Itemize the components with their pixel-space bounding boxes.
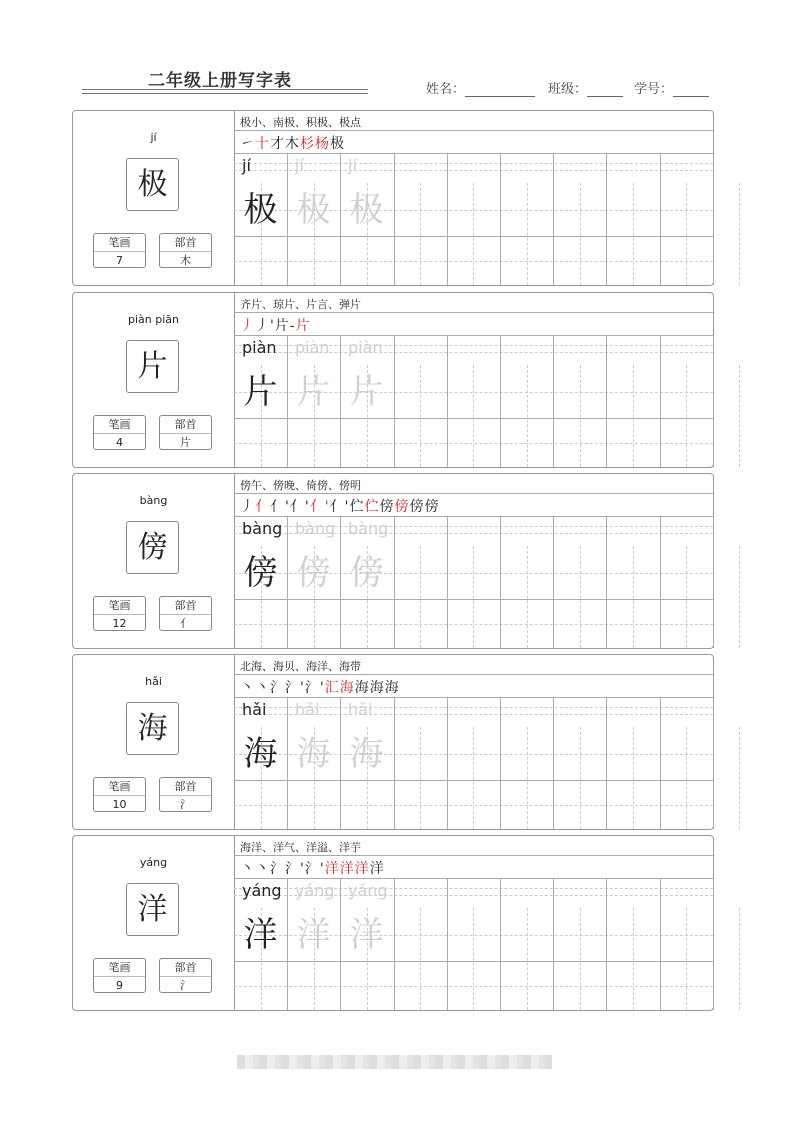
stroke-count-box: [93, 415, 146, 450]
grid-line: [606, 153, 607, 285]
stroke-step: 氵: [270, 680, 285, 696]
grid-guide: [686, 908, 687, 1010]
grid-line: [447, 516, 448, 648]
stroke-step: 极: [330, 136, 345, 152]
stroke-step: 丿': [255, 318, 275, 334]
grid-line: [500, 697, 501, 829]
stroke-step: 丶: [240, 680, 255, 696]
grid-guide: [739, 908, 740, 1010]
trace-pinyin: bàng: [348, 519, 389, 538]
grid-guide: [739, 365, 740, 467]
writing-grid[interactable]: [234, 655, 713, 829]
grid-line: [394, 335, 395, 467]
name-label: 姓名：: [426, 82, 466, 97]
word-examples: 极小、南极、积极、极点: [240, 116, 361, 129]
stroke-step: 傍: [379, 499, 395, 515]
name-blank[interactable]: [465, 84, 535, 97]
radical-value: 氵: [180, 798, 191, 811]
stroke-label: 笔画: [94, 416, 145, 434]
model-pinyin: yáng: [242, 881, 282, 900]
grid-line: [500, 878, 501, 1010]
id-blank[interactable]: [673, 84, 709, 97]
grid-guide: [739, 727, 740, 829]
grid-line: [553, 335, 554, 467]
trace-pinyin: piàn: [295, 338, 330, 357]
grid-line: [234, 516, 713, 517]
char-pinyin: jí: [150, 131, 157, 144]
stroke-step: 氵': [285, 861, 305, 877]
grid-guide: [527, 546, 528, 648]
trace-pinyin: jí: [348, 156, 357, 175]
grid-guide: [580, 908, 581, 1010]
stroke-label: 笔画: [94, 778, 145, 796]
stroke-count-box: [93, 958, 146, 993]
stroke-count-box: [93, 233, 146, 268]
trace-pinyin: yáng: [348, 881, 388, 900]
trace-char: 洋: [349, 915, 384, 955]
grid-line: [394, 516, 395, 648]
radical-value: 氵: [180, 979, 191, 992]
stroke-count: 7: [116, 254, 123, 267]
model-char: 洋: [243, 915, 278, 955]
char-card: [72, 473, 714, 649]
grid-line: [553, 516, 554, 648]
stroke-order: [240, 677, 400, 697]
grid-line: [234, 493, 713, 494]
char-info-panel: [73, 655, 235, 829]
grid-line: [234, 153, 713, 154]
stroke-label: 笔画: [94, 597, 145, 615]
trace-pinyin: jí: [295, 156, 304, 175]
class-label: 班级：: [548, 82, 588, 97]
grid-line: [606, 878, 607, 1010]
id-field[interactable]: [634, 78, 709, 97]
stroke-step: 片: [295, 318, 311, 334]
grid-guide: [633, 727, 634, 829]
grid-line: [713, 697, 714, 829]
grid-line: [447, 878, 448, 1010]
radical-label: 部首: [160, 778, 211, 796]
grid-guide: [633, 546, 634, 648]
stroke-order: [240, 315, 311, 335]
char-pinyin: piàn piān: [128, 313, 179, 326]
grid-line: [713, 153, 714, 285]
stroke-step: 氵': [285, 680, 305, 696]
grid-guide: [527, 908, 528, 1010]
stroke-step: 伫: [349, 499, 365, 515]
radical-label: 部首: [160, 234, 211, 252]
stroke-step: 片-: [274, 318, 296, 334]
char-card: [72, 654, 714, 830]
trace-char: 傍: [296, 553, 331, 593]
grid-guide: [473, 365, 474, 467]
grid-guide: [580, 727, 581, 829]
grid-guide: [633, 365, 634, 467]
char-info-panel: [73, 111, 235, 285]
grid-line: [394, 153, 395, 285]
stroke-step: 洋: [324, 861, 340, 877]
grid-line: [713, 335, 714, 467]
model-char: 海: [243, 734, 278, 774]
grid-line: [553, 697, 554, 829]
radical-value: 片: [180, 436, 191, 449]
stroke-step: 海: [339, 680, 355, 696]
trace-pinyin: hǎi: [295, 700, 320, 719]
stroke-step: 丶: [255, 680, 270, 696]
grid-guide: [420, 365, 421, 467]
stroke-step: 丶: [255, 861, 270, 877]
stroke-step: 洋: [369, 861, 385, 877]
model-char: 傍: [243, 553, 278, 593]
model-pinyin: hǎi: [242, 700, 267, 719]
grid-guide: [580, 546, 581, 648]
model-pinyin: jí: [242, 156, 251, 175]
model-pinyin: piàn: [242, 338, 277, 357]
stroke-step: 伫: [364, 499, 380, 515]
stroke-step: 海: [369, 680, 385, 696]
grid-line: [234, 697, 713, 698]
char-card: [72, 292, 714, 468]
char-display: 洋: [126, 883, 179, 936]
char-display: 傍: [126, 521, 179, 574]
grid-line: [500, 516, 501, 648]
stroke-step: 亻': [309, 499, 330, 515]
grid-guide: [473, 183, 474, 285]
trace-pinyin: hǎi: [348, 700, 373, 719]
char-card: [72, 110, 714, 286]
model-pinyin: bàng: [242, 519, 283, 538]
grid-guide: [633, 908, 634, 1010]
grid-guide: [420, 727, 421, 829]
grid-line: [394, 878, 395, 1010]
radical-value: 亻: [180, 617, 191, 630]
grid-line: [660, 516, 661, 648]
stroke-step: 杉: [300, 136, 315, 152]
stroke-order: [240, 496, 439, 516]
stroke-label: 笔画: [94, 959, 145, 977]
trace-char: 洋: [296, 915, 331, 955]
char-pinyin: bàng: [139, 494, 168, 507]
model-char: 片: [243, 372, 278, 412]
class-field[interactable]: [548, 78, 623, 97]
grid-guide: [739, 183, 740, 285]
char-info-panel: [73, 474, 235, 648]
radical-box: [159, 777, 212, 812]
stroke-step: 丿: [240, 318, 255, 334]
writing-grid[interactable]: [234, 293, 713, 467]
grid-line: [606, 697, 607, 829]
grid-guide: [527, 365, 528, 467]
stroke-step: 海: [354, 680, 370, 696]
grid-guide: [686, 727, 687, 829]
word-examples: 傍午、傍晚、倚傍、傍明: [240, 479, 361, 492]
trace-char: 极: [296, 190, 331, 230]
char-info-panel: [73, 293, 235, 467]
grid-guide: [686, 546, 687, 648]
stroke-count: 12: [112, 617, 127, 630]
radical-label: 部首: [160, 597, 211, 615]
stroke-step: 洋: [354, 861, 370, 877]
grid-line: [606, 335, 607, 467]
stroke-step: 汇: [324, 680, 340, 696]
stroke-label: 笔画: [94, 234, 145, 252]
grid-guide: [739, 546, 740, 648]
grid-guide: [686, 365, 687, 467]
trace-char: 海: [296, 734, 331, 774]
stroke-step: 傍: [409, 499, 425, 515]
stroke-step: 亻: [255, 499, 270, 515]
grid-guide: [527, 727, 528, 829]
stroke-count: 4: [116, 436, 123, 449]
trace-pinyin: piàn: [348, 338, 383, 357]
radical-label: 部首: [160, 416, 211, 434]
stroke-order: [240, 133, 345, 153]
radical-box: [159, 415, 212, 450]
grid-guide: [473, 546, 474, 648]
stroke-step: 傍: [424, 499, 440, 515]
char-info-panel: [73, 836, 235, 1010]
grid-line: [394, 697, 395, 829]
trace-char: 片: [349, 372, 384, 412]
stroke-step: 丶: [240, 861, 255, 877]
id-label: 学号：: [634, 82, 674, 97]
grid-line: [500, 153, 501, 285]
trace-char: 傍: [349, 553, 384, 593]
grid-guide: [420, 183, 421, 285]
stroke-step: 木: [285, 136, 300, 152]
stroke-count-box: [93, 777, 146, 812]
char-display: 片: [126, 340, 179, 393]
grid-guide: [527, 183, 528, 285]
radical-box: [159, 233, 212, 268]
grid-line: [447, 335, 448, 467]
word-examples: 齐片、琼片、片言、弹片: [240, 298, 361, 311]
grid-line: [500, 335, 501, 467]
grid-line: [447, 153, 448, 285]
page-title: 二年级上册写字表: [148, 71, 292, 91]
stroke-order: [240, 858, 385, 878]
grid-line: [234, 312, 713, 313]
grid-line: [660, 697, 661, 829]
stroke-step: 氵: [270, 861, 285, 877]
grid-line: [234, 878, 713, 879]
trace-char: 极: [349, 190, 384, 230]
stroke-step: 亻': [289, 499, 310, 515]
stroke-step: 亻': [270, 499, 290, 515]
stroke-step: 亻': [329, 499, 350, 515]
radical-value: 木: [180, 254, 191, 267]
stroke-step: 洋: [339, 861, 355, 877]
stroke-step: 丿: [240, 499, 255, 515]
grid-line: [234, 674, 713, 675]
grid-line: [234, 130, 713, 131]
radical-box: [159, 596, 212, 631]
trace-char: 片: [296, 372, 331, 412]
grid-guide: [580, 183, 581, 285]
grid-guide: [473, 908, 474, 1010]
writing-grid[interactable]: [234, 111, 713, 285]
trace-char: 海: [349, 734, 384, 774]
class-blank[interactable]: [587, 84, 623, 97]
char-card: [72, 835, 714, 1011]
grid-line: [660, 153, 661, 285]
grid-guide: [473, 727, 474, 829]
word-examples: 北海、海贝、海洋、海带: [240, 660, 361, 673]
writing-grid[interactable]: [234, 836, 713, 1010]
stroke-count: 9: [116, 979, 123, 992]
grid-line: [606, 516, 607, 648]
grid-guide: [420, 908, 421, 1010]
trace-pinyin: yáng: [295, 881, 335, 900]
grid-line: [234, 335, 713, 336]
grid-line: [660, 335, 661, 467]
grid-guide: [686, 183, 687, 285]
grid-guide: [580, 365, 581, 467]
grid-guide: [633, 183, 634, 285]
char-display: 极: [126, 158, 179, 211]
grid-line: [713, 878, 714, 1010]
grid-guide: [420, 546, 421, 648]
stroke-step: 海: [384, 680, 400, 696]
stroke-step: 氵': [304, 680, 325, 696]
grid-line: [713, 516, 714, 648]
grid-line: [234, 855, 713, 856]
writing-grid[interactable]: [234, 474, 713, 648]
stroke-step: 傍: [394, 499, 410, 515]
word-examples: 海洋、洋气、洋溢、洋芋: [240, 841, 361, 854]
stroke-step: 十: [255, 136, 270, 152]
radical-box: [159, 958, 212, 993]
blurred-footer: [237, 1055, 552, 1069]
char-display: 海: [126, 702, 179, 755]
stroke-step: 才: [270, 136, 285, 152]
title-underline: [82, 89, 368, 90]
radical-label: 部首: [160, 959, 211, 977]
grid-line: [553, 878, 554, 1010]
model-char: 极: [243, 190, 278, 230]
grid-line: [447, 697, 448, 829]
char-pinyin: hǎi: [145, 675, 162, 688]
char-pinyin: yáng: [139, 856, 168, 869]
stroke-step: 氵': [304, 861, 325, 877]
grid-line: [660, 878, 661, 1010]
stroke-count: 10: [112, 798, 127, 811]
trace-pinyin: bàng: [295, 519, 336, 538]
stroke-step: 杨: [315, 136, 330, 152]
name-field[interactable]: [426, 78, 535, 97]
stroke-count-box: [93, 596, 146, 631]
title-underline-2: [82, 93, 368, 94]
grid-line: [553, 153, 554, 285]
stroke-step: ㇀: [240, 136, 255, 152]
